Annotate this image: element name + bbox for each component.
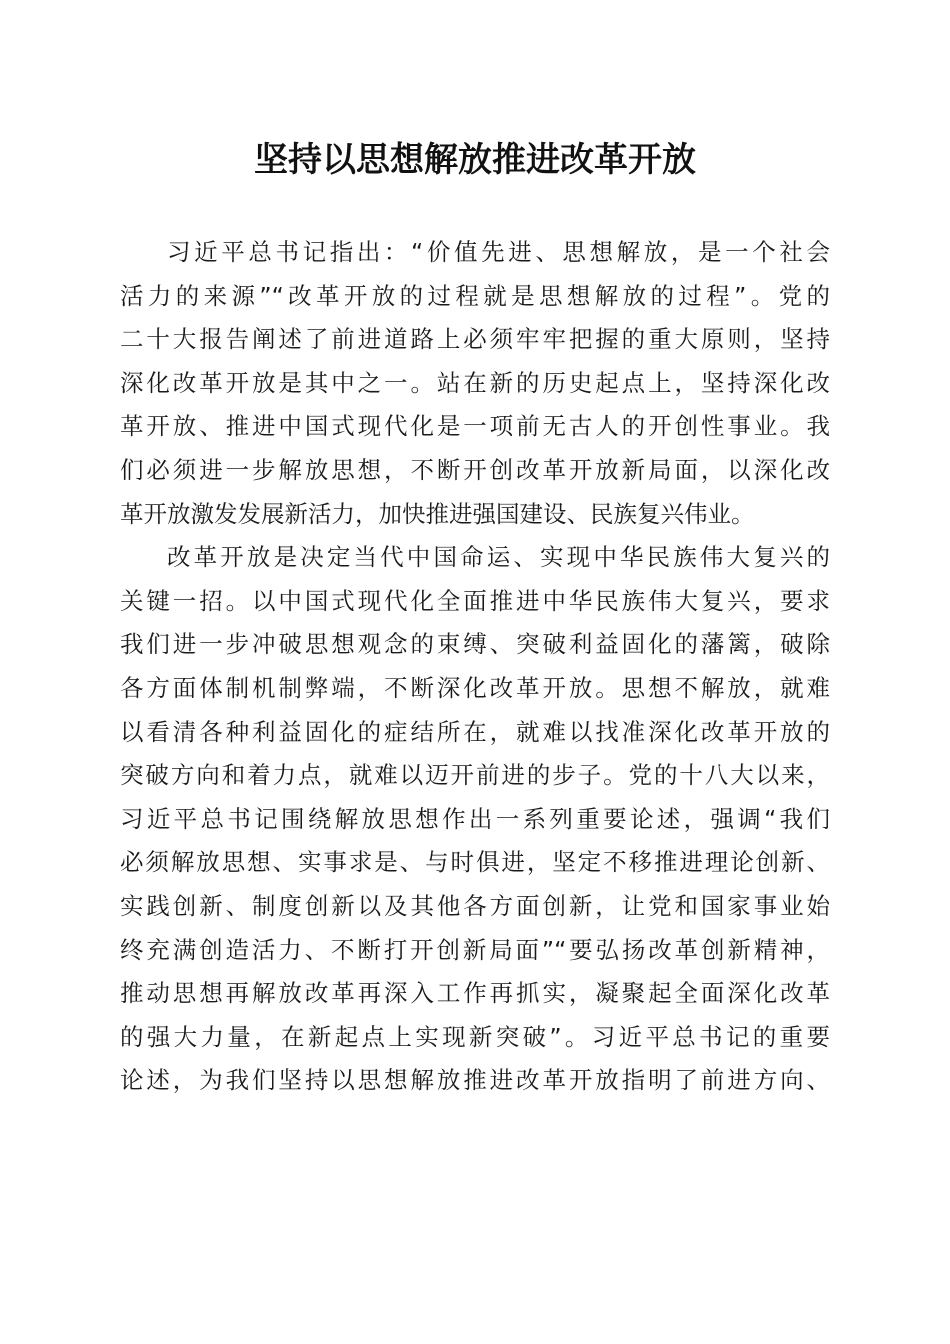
text-line: 活力的来源”“改革开放的过程就是思想解放的过程”。党的 xyxy=(120,281,830,310)
text-line: 改革开放是决定当代中国命运、实现中华民族伟大复兴的 xyxy=(167,543,830,572)
text-line: 各方面体制机制弊端，不断深化改革开放。思想不解放，就难 xyxy=(120,673,830,702)
text-line: 革开放、推进中国式现代化是一项前无古人的开创性事业。我 xyxy=(120,412,830,441)
text-line: 们必须进一步解放思想，不断开创改革开放新局面，以深化改 xyxy=(120,455,830,484)
text-line: 突破方向和着力点，就难以迈开前进的步子。党的十八大以来， xyxy=(120,761,830,790)
document-title: 坚持以思想解放推进改革开放 xyxy=(254,140,696,180)
text-line: 习近平总书记指出：“价值先进、思想解放，是一个社会 xyxy=(167,238,830,266)
text-line: 二十大报告阐述了前进道路上必须牢牢把握的重大原则，坚持 xyxy=(120,325,830,354)
text-line: 我们进一步冲破思想观念的束缚、突破利益固化的藩篱，破除 xyxy=(120,630,830,659)
text-line: 习近平总书记围绕解放思想作出一系列重要论述，强调“我们 xyxy=(120,804,830,833)
text-line: 必须解放思想、实事求是、与时俱进，坚定不移推进理论创新、 xyxy=(120,848,830,877)
paragraph xyxy=(120,231,830,536)
text-line: 论述，为我们坚持以思想解放推进改革开放指明了前进方向、 xyxy=(120,1066,830,1095)
document-body xyxy=(120,231,830,1103)
text-line: 关键一招。以中国式现代化全面推进中华民族伟大复兴，要求 xyxy=(120,586,830,615)
text-line: 深化改革开放是其中之一。站在新的历史起点上，坚持深化改 xyxy=(120,368,830,397)
text-line: 革开放激发发展新活力，加快推进强国建设、民族复兴伟业。 xyxy=(120,499,755,528)
text-line: 实践创新、制度创新以及其他各方面创新，让党和国家事业始 xyxy=(120,891,830,920)
text-line: 的强大力量，在新起点上实现新突破”。习近平总书记的重要 xyxy=(120,1022,830,1051)
text-line: 以看清各种利益固化的症结所在，就难以找准深化改革开放的 xyxy=(120,717,830,746)
text-line: 推动思想再解放改革再深入工作再抓实，凝聚起全面深化改革 xyxy=(120,979,830,1008)
paragraph xyxy=(120,536,830,1103)
text-line: 终充满创造活力、不断打开创新局面”“要弘扬改革创新精神， xyxy=(120,935,830,964)
